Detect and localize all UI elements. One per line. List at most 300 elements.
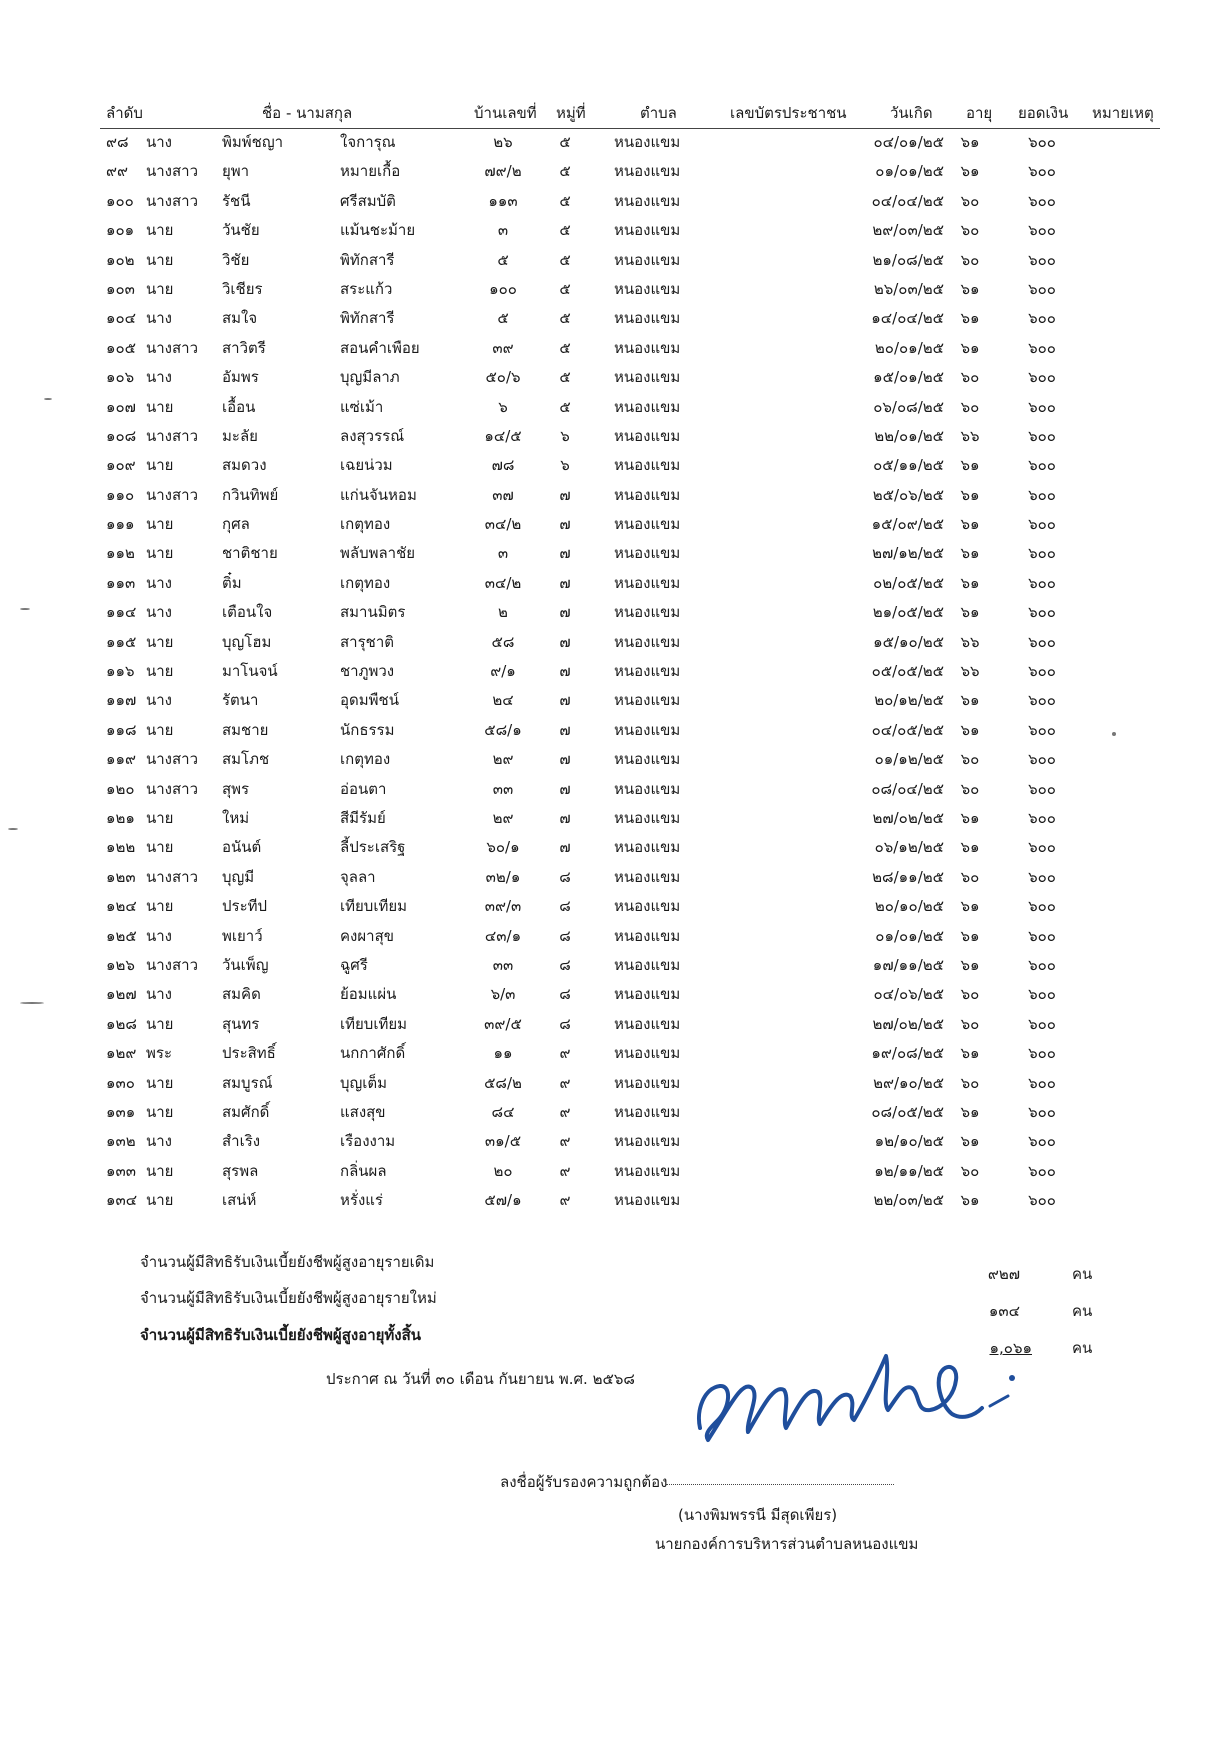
row-moo: ๗ bbox=[559, 544, 571, 563]
header-remark: หมายเหตุ bbox=[1092, 104, 1154, 122]
row-house-no: ๕๘/๑ bbox=[484, 720, 522, 739]
table-row bbox=[0, 718, 1229, 747]
row-amount: ๖๐๐ bbox=[1028, 338, 1056, 357]
row-house-no: ๒๔ bbox=[492, 691, 514, 710]
row-moo: ๕ bbox=[559, 191, 571, 210]
row-house-no: ๕๘ bbox=[491, 632, 515, 651]
row-last-name: พลับพลาชัย bbox=[340, 544, 416, 563]
row-moo: ๙ bbox=[559, 1102, 571, 1121]
row-title: นาง bbox=[146, 926, 173, 945]
row-title: นาย bbox=[146, 838, 174, 857]
summary-total-unit: คน bbox=[1072, 1339, 1093, 1357]
row-moo: ๕ bbox=[559, 250, 571, 269]
row-age: ๖๑ bbox=[960, 808, 980, 827]
table-body bbox=[0, 130, 1229, 1217]
row-moo: ๘ bbox=[559, 926, 571, 945]
signer-name: (นางพิมพรรนี มีสุดเพียร) bbox=[678, 1506, 838, 1524]
header-moo: หมู่ที่ bbox=[556, 104, 586, 122]
row-number: ๑๓๑ bbox=[106, 1102, 136, 1121]
row-house-no: ๓๔/๒ bbox=[484, 573, 522, 592]
row-number: ๑๑๗ bbox=[106, 691, 137, 710]
row-last-name: จุลลา bbox=[340, 867, 376, 886]
row-subdistrict: หนองแขม bbox=[614, 662, 681, 681]
row-title: นาย bbox=[146, 1073, 174, 1092]
table-row bbox=[0, 1041, 1229, 1070]
row-age: ๖๖ bbox=[960, 632, 980, 651]
row-age: ๖๐ bbox=[960, 191, 980, 210]
row-age: ๖๑ bbox=[960, 1044, 980, 1063]
row-number: ๑๑๓ bbox=[106, 573, 136, 592]
row-age: ๖๑ bbox=[960, 279, 980, 298]
row-dob: ๐๑/๐๑/๒๕ bbox=[875, 162, 944, 181]
header-dob: วันเกิด bbox=[890, 104, 933, 122]
row-number: ๑๒๔ bbox=[106, 897, 137, 916]
row-house-no: ๑๑ bbox=[493, 1044, 513, 1063]
table-row bbox=[0, 1129, 1229, 1158]
table-row bbox=[0, 630, 1229, 659]
row-first-name: สมโภช bbox=[222, 750, 270, 769]
row-title: นาย bbox=[146, 456, 174, 475]
row-last-name: สีมีรัมย์ bbox=[340, 808, 386, 827]
row-age: ๖๑ bbox=[960, 133, 980, 151]
row-first-name: รัชนี bbox=[222, 191, 251, 210]
table-row bbox=[0, 1159, 1229, 1188]
summary-existing-unit: คน bbox=[1072, 1265, 1093, 1283]
header-underline bbox=[100, 128, 1160, 129]
row-first-name: อัมพร bbox=[222, 368, 259, 387]
row-age: ๖๑ bbox=[960, 1191, 980, 1210]
table-row bbox=[0, 218, 1229, 247]
row-house-no: ๕ bbox=[497, 309, 509, 328]
row-first-name: สำเริง bbox=[222, 1132, 261, 1151]
row-amount: ๖๐๐ bbox=[1028, 1014, 1056, 1033]
row-age: ๖๖ bbox=[960, 426, 980, 445]
row-number: ๙๙ bbox=[106, 162, 128, 181]
row-dob: ๒๕/๐๖/๒๕ bbox=[872, 485, 944, 504]
row-moo: ๗ bbox=[559, 779, 571, 798]
row-number: ๑๑๒ bbox=[106, 544, 135, 563]
row-last-name: แสงสุข bbox=[340, 1102, 386, 1121]
table-row bbox=[0, 306, 1229, 335]
table-row bbox=[0, 277, 1229, 306]
row-title: นาย bbox=[146, 1161, 174, 1180]
row-last-name: เรืองงาม bbox=[340, 1132, 396, 1151]
row-first-name: พเยาว์ bbox=[222, 926, 263, 945]
row-first-name: ชาติชาย bbox=[222, 544, 278, 563]
row-last-name: บุญมีลาภ bbox=[340, 368, 400, 387]
table-row bbox=[0, 1100, 1229, 1129]
row-house-no: ๓๓ bbox=[492, 955, 514, 974]
row-age: ๖๐ bbox=[960, 1073, 980, 1092]
row-age: ๖๑ bbox=[960, 838, 980, 857]
header-amount: ยอดเงิน bbox=[1018, 104, 1069, 122]
row-age: ๖๐ bbox=[960, 250, 980, 269]
row-number: ๑๐๖ bbox=[106, 368, 135, 387]
row-subdistrict: หนองแขม bbox=[614, 191, 681, 210]
summary-existing-value: ๙๒๗ bbox=[987, 1265, 1020, 1283]
row-number: ๑๐๙ bbox=[106, 456, 136, 475]
signature-line bbox=[666, 1484, 894, 1485]
row-first-name: สมบูรณ์ bbox=[222, 1073, 273, 1092]
table-row bbox=[0, 835, 1229, 864]
row-number: ๑๐๗ bbox=[106, 397, 136, 416]
row-last-name: เทียบเทียม bbox=[340, 1014, 408, 1033]
row-number: ๑๒๑ bbox=[106, 808, 135, 827]
row-last-name: เกตุทอง bbox=[340, 573, 391, 592]
row-amount: ๖๐๐ bbox=[1028, 926, 1056, 945]
row-title: นาย bbox=[146, 662, 174, 681]
row-moo: ๙ bbox=[559, 1073, 571, 1092]
table-row bbox=[0, 777, 1229, 806]
row-dob: ๒๐/๑๒/๒๕ bbox=[874, 691, 944, 710]
row-first-name: เสน่ห์ bbox=[222, 1191, 257, 1210]
row-first-name: พิมพ์ชญา bbox=[222, 133, 284, 151]
row-age: ๖๑ bbox=[960, 720, 980, 739]
row-moo: ๙ bbox=[559, 1132, 571, 1151]
row-number: ๑๒๗ bbox=[106, 985, 137, 1004]
summary-new-unit: คน bbox=[1072, 1302, 1093, 1320]
row-last-name: พิทักสารี bbox=[340, 250, 395, 269]
row-title: นาย bbox=[146, 221, 174, 240]
row-house-no: ๓๗ bbox=[492, 485, 514, 504]
row-house-no: ๓๒/๑ bbox=[485, 867, 521, 886]
row-moo: ๘ bbox=[559, 1014, 571, 1033]
row-house-no: ๒๐ bbox=[493, 1161, 513, 1180]
row-number: ๑๒๒ bbox=[106, 838, 136, 857]
row-amount: ๖๐๐ bbox=[1028, 750, 1056, 769]
row-first-name: ประทีป bbox=[222, 897, 268, 916]
row-first-name: สุนทร bbox=[222, 1014, 260, 1033]
table-row bbox=[0, 1012, 1229, 1041]
row-amount: ๖๐๐ bbox=[1028, 632, 1056, 651]
row-dob: ๐๑/๑๒/๒๕ bbox=[874, 750, 944, 769]
table-row bbox=[0, 953, 1229, 982]
row-age: ๖๑ bbox=[960, 603, 980, 622]
header-house-no: บ้านเลขที่ bbox=[474, 104, 537, 122]
row-amount: ๖๐๐ bbox=[1028, 573, 1056, 592]
row-number: ๑๑๑ bbox=[106, 515, 135, 534]
row-number: ๑๑๖ bbox=[106, 662, 135, 681]
row-moo: ๗ bbox=[559, 573, 571, 592]
summary-new-label: จำนวนผู้มีสิทธิรับเงินเบี้ยยังชีพผู้สูงอายุรายใหม่ bbox=[140, 1289, 437, 1307]
table-row bbox=[0, 453, 1229, 482]
row-age: ๖๑ bbox=[960, 573, 980, 592]
table-row bbox=[0, 424, 1229, 453]
row-dob: ๑๕/๐๑/๒๕ bbox=[873, 368, 944, 387]
row-subdistrict: หนองแขม bbox=[614, 515, 681, 534]
table-row bbox=[0, 365, 1229, 394]
row-house-no: ๔๓/๑ bbox=[484, 926, 522, 945]
row-amount: ๖๐๐ bbox=[1028, 1191, 1056, 1210]
row-house-no: ๑๔/๕ bbox=[484, 426, 522, 445]
row-dob: ๒๒/๐๓/๒๕ bbox=[873, 1191, 944, 1210]
summary-total-value: ๑,๐๖๑ bbox=[989, 1339, 1032, 1357]
row-age: ๖๑ bbox=[960, 485, 980, 504]
scan-speck bbox=[8, 828, 18, 830]
row-moo: ๘ bbox=[559, 955, 571, 974]
row-title: นาง bbox=[146, 603, 173, 622]
row-dob: ๐๔/๐๑/๒๕ bbox=[873, 133, 944, 151]
row-dob: ๒๗/๐๒/๒๕ bbox=[872, 808, 944, 827]
row-title: นางสาว bbox=[146, 750, 199, 769]
row-age: ๖๐ bbox=[960, 779, 980, 798]
row-dob: ๐๔/๐๖/๒๕ bbox=[873, 985, 944, 1004]
row-title: นาง bbox=[146, 573, 173, 592]
row-title: นาย bbox=[146, 897, 174, 916]
row-house-no: ๘๔ bbox=[491, 1102, 515, 1121]
row-subdistrict: หนองแขม bbox=[614, 985, 681, 1004]
table-row bbox=[0, 130, 1229, 159]
row-title: นาย bbox=[146, 1102, 174, 1121]
table-row bbox=[0, 512, 1229, 541]
row-age: ๖๐ bbox=[960, 221, 980, 240]
row-last-name: แก่นจันหอม bbox=[340, 485, 417, 504]
row-first-name: บุญโฮม bbox=[222, 632, 272, 651]
row-amount: ๖๐๐ bbox=[1028, 1132, 1056, 1151]
row-title: นาง bbox=[146, 133, 173, 151]
row-age: ๖๑ bbox=[960, 162, 980, 181]
header-seq: ลำดับ bbox=[106, 104, 143, 122]
row-first-name: สุรพล bbox=[222, 1161, 259, 1180]
row-house-no: ๓ bbox=[497, 221, 509, 240]
row-dob: ๒๒/๐๑/๒๕ bbox=[874, 426, 944, 445]
row-subdistrict: หนองแขม bbox=[614, 544, 681, 563]
row-number: ๑๑๘ bbox=[106, 720, 137, 739]
row-number: ๑๐๐ bbox=[106, 191, 134, 210]
row-house-no: ๖๐/๑ bbox=[486, 838, 520, 857]
row-house-no: ๓๙/๓ bbox=[484, 897, 522, 916]
row-amount: ๖๐๐ bbox=[1028, 691, 1056, 710]
row-house-no: ๕๘/๒ bbox=[484, 1073, 522, 1092]
row-moo: ๗ bbox=[559, 603, 571, 622]
row-number: ๑๒๕ bbox=[106, 926, 137, 945]
row-amount: ๖๐๐ bbox=[1028, 368, 1056, 387]
row-moo: ๕ bbox=[559, 309, 571, 328]
row-moo: ๗ bbox=[559, 515, 571, 534]
row-amount: ๖๐๐ bbox=[1028, 485, 1056, 504]
row-subdistrict: หนองแขม bbox=[614, 221, 681, 240]
row-title: นางสาว bbox=[146, 338, 199, 357]
scan-speck bbox=[20, 1002, 44, 1004]
row-age: ๖๑ bbox=[960, 1102, 980, 1121]
row-age: ๖๑ bbox=[960, 309, 980, 328]
row-subdistrict: หนองแขม bbox=[614, 133, 681, 151]
scan-speck bbox=[1112, 732, 1116, 736]
row-first-name: สมใจ bbox=[222, 309, 258, 328]
row-dob: ๐๕/๑๑/๒๕ bbox=[873, 456, 944, 475]
row-last-name: ใจการุณ bbox=[340, 133, 396, 151]
row-house-no: ๖/๓ bbox=[490, 985, 516, 1004]
row-first-name: มาโนจน์ bbox=[222, 662, 278, 681]
row-number: ๑๑๔ bbox=[106, 603, 137, 622]
row-subdistrict: หนองแขม bbox=[614, 750, 681, 769]
row-amount: ๖๐๐ bbox=[1028, 1044, 1056, 1063]
row-subdistrict: หนองแขม bbox=[614, 603, 681, 622]
row-subdistrict: หนองแขม bbox=[614, 926, 681, 945]
row-dob: ๑๗/๑๑/๒๕ bbox=[872, 955, 944, 974]
row-moo: ๕ bbox=[559, 162, 571, 181]
row-title: นางสาว bbox=[146, 426, 199, 445]
header-id-card: เลขบัตรประชาชน bbox=[730, 104, 847, 122]
row-last-name: ลี้ประเสริฐ bbox=[340, 838, 406, 857]
row-subdistrict: หนองแขม bbox=[614, 162, 681, 181]
row-amount: ๖๐๐ bbox=[1028, 808, 1056, 827]
row-last-name: หมายเกื้อ bbox=[340, 162, 401, 181]
row-first-name: สมคิด bbox=[222, 985, 261, 1004]
summary-existing-label: จำนวนผู้มีสิทธิรับเงินเบี้ยยังชีพผู้สูงอายุรายเดิม bbox=[140, 1253, 435, 1271]
table-row bbox=[0, 924, 1229, 953]
row-subdistrict: หนองแขม bbox=[614, 426, 681, 445]
row-subdistrict: หนองแขม bbox=[614, 485, 681, 504]
row-subdistrict: หนองแขม bbox=[614, 279, 681, 298]
handwritten-signature bbox=[690, 1310, 1030, 1480]
table-row bbox=[0, 688, 1229, 717]
row-moo: ๕ bbox=[559, 338, 571, 357]
table-row bbox=[0, 865, 1229, 894]
row-first-name: สมชาย bbox=[222, 720, 269, 739]
row-title: นาย bbox=[146, 250, 174, 269]
row-subdistrict: หนองแขม bbox=[614, 1132, 681, 1151]
summary-new-value: ๑๓๔ bbox=[988, 1302, 1020, 1320]
row-subdistrict: หนองแขม bbox=[614, 838, 681, 857]
row-subdistrict: หนองแขม bbox=[614, 573, 681, 592]
row-title: นาย bbox=[146, 632, 174, 651]
row-last-name: ชาภูพวง bbox=[340, 662, 395, 681]
row-moo: ๗ bbox=[559, 750, 571, 769]
table-row bbox=[0, 248, 1229, 277]
row-last-name: สระแก้ว bbox=[340, 279, 393, 298]
row-house-no: ๓๔/๒ bbox=[484, 515, 522, 534]
row-title: นางสาว bbox=[146, 779, 199, 798]
row-amount: ๖๐๐ bbox=[1028, 985, 1056, 1004]
row-last-name: หรั่งแร่ bbox=[340, 1191, 383, 1210]
row-last-name: นกกาศักดิ์ bbox=[340, 1044, 406, 1063]
row-subdistrict: หนองแขม bbox=[614, 250, 681, 269]
row-dob: ๐๑/๐๑/๒๕ bbox=[875, 926, 944, 945]
row-first-name: สมศักดิ์ bbox=[222, 1102, 270, 1121]
header-age: อายุ bbox=[966, 104, 993, 122]
row-dob: ๒๑/๐๕/๒๕ bbox=[872, 603, 944, 622]
row-age: ๖๑ bbox=[960, 338, 980, 357]
table-row bbox=[0, 395, 1229, 424]
row-last-name: แม้นชะม้าย bbox=[340, 221, 416, 240]
row-moo: ๙ bbox=[559, 1191, 571, 1210]
row-title: นาย bbox=[146, 279, 174, 298]
row-age: ๖๐ bbox=[960, 867, 980, 886]
row-dob: ๒๐/๐๑/๒๕ bbox=[874, 338, 944, 357]
row-dob: ๐๘/๐๕/๒๕ bbox=[871, 1102, 944, 1121]
row-subdistrict: หนองแขม bbox=[614, 720, 681, 739]
row-number: ๑๑๙ bbox=[106, 750, 137, 769]
row-number: ๑๑๕ bbox=[106, 632, 137, 651]
table-row bbox=[0, 747, 1229, 776]
row-first-name: มะลัย bbox=[222, 426, 258, 445]
row-moo: ๘ bbox=[559, 985, 571, 1004]
row-amount: ๖๐๐ bbox=[1028, 221, 1056, 240]
row-subdistrict: หนองแขม bbox=[614, 867, 681, 886]
row-age: ๖๐ bbox=[960, 1014, 980, 1033]
row-title: นางสาว bbox=[146, 867, 199, 886]
row-last-name: แซ่เม้า bbox=[340, 397, 384, 416]
row-dob: ๐๔/๐๔/๒๕ bbox=[871, 191, 944, 210]
row-house-no: ๑๑๓ bbox=[488, 191, 518, 210]
row-amount: ๖๐๐ bbox=[1028, 279, 1056, 298]
row-age: ๖๐ bbox=[960, 985, 980, 1004]
row-number: ๑๐๒ bbox=[106, 250, 135, 269]
row-house-no: ๙/๑ bbox=[490, 662, 516, 681]
row-subdistrict: หนองแขม bbox=[614, 1073, 681, 1092]
row-dob: ๒๑/๐๘/๒๕ bbox=[872, 250, 944, 269]
row-last-name: เฉยน่วม bbox=[340, 456, 393, 475]
row-last-name: สอนคำเพือย bbox=[340, 338, 420, 357]
row-last-name: นักธรรม bbox=[340, 720, 395, 739]
row-house-no: ๕ bbox=[497, 250, 509, 269]
row-amount: ๖๐๐ bbox=[1028, 162, 1056, 181]
row-dob: ๐๘/๐๔/๒๕ bbox=[871, 779, 944, 798]
row-subdistrict: หนองแขม bbox=[614, 309, 681, 328]
row-age: ๖๑ bbox=[960, 1132, 980, 1151]
row-age: ๖๑ bbox=[960, 955, 980, 974]
row-dob: ๐๔/๐๕/๒๕ bbox=[871, 720, 944, 739]
row-number: ๑๓๔ bbox=[106, 1191, 138, 1210]
row-last-name: อุดมพืชน์ bbox=[340, 691, 399, 710]
row-moo: ๗ bbox=[559, 632, 571, 651]
table-row bbox=[0, 600, 1229, 629]
row-moo: ๘ bbox=[559, 867, 571, 886]
row-amount: ๖๐๐ bbox=[1028, 1073, 1056, 1092]
row-moo: ๕ bbox=[559, 279, 571, 298]
header-subdistrict: ตำบล bbox=[640, 104, 677, 122]
row-dob: ๑๕/๐๙/๒๕ bbox=[871, 515, 944, 534]
row-moo: ๗ bbox=[559, 808, 571, 827]
table-row bbox=[0, 571, 1229, 600]
row-number: ๑๒๖ bbox=[106, 955, 135, 974]
row-first-name: ประสิทธิ์ bbox=[222, 1044, 276, 1063]
row-dob: ๒๗/๐๒/๒๕ bbox=[872, 1014, 944, 1033]
row-first-name: บุญมี bbox=[222, 867, 255, 886]
row-last-name: เกตุทอง bbox=[340, 515, 391, 534]
row-amount: ๖๐๐ bbox=[1028, 720, 1056, 739]
row-subdistrict: หนองแขม bbox=[614, 897, 681, 916]
row-amount: ๖๐๐ bbox=[1028, 662, 1056, 681]
row-moo: ๙ bbox=[559, 1161, 571, 1180]
row-age: ๖๐ bbox=[960, 368, 980, 387]
row-dob: ๒๘/๑๑/๒๕ bbox=[872, 867, 944, 886]
row-subdistrict: หนองแขม bbox=[614, 338, 681, 357]
row-age: ๖๖ bbox=[960, 662, 980, 681]
table-row bbox=[0, 659, 1229, 688]
row-subdistrict: หนองแขม bbox=[614, 808, 681, 827]
row-subdistrict: หนองแขม bbox=[614, 1044, 681, 1063]
row-number: ๑๓๒ bbox=[106, 1132, 136, 1151]
row-subdistrict: หนองแขม bbox=[614, 1102, 681, 1121]
row-dob: ๒๙/๐๓/๒๕ bbox=[872, 221, 944, 240]
row-moo: ๙ bbox=[559, 1044, 571, 1063]
row-number: ๑๒๓ bbox=[106, 867, 136, 886]
row-amount: ๖๐๐ bbox=[1028, 250, 1056, 269]
row-moo: ๕ bbox=[559, 397, 571, 416]
row-amount: ๖๐๐ bbox=[1028, 955, 1056, 974]
row-house-no: ๓ bbox=[497, 544, 509, 563]
row-dob: ๒๐/๑๐/๒๕ bbox=[874, 897, 944, 916]
row-last-name: คงผาสุข bbox=[340, 926, 394, 945]
signoff-label: ลงชื่อผู้รับรองความถูกต้อง bbox=[500, 1473, 668, 1491]
row-first-name: รัตนา bbox=[222, 691, 259, 710]
row-dob: ๐๕/๐๕/๒๕ bbox=[871, 662, 944, 681]
row-subdistrict: หนองแขม bbox=[614, 1161, 681, 1180]
row-last-name: ย้อมแผ่น bbox=[340, 985, 397, 1004]
row-amount: ๖๐๐ bbox=[1028, 456, 1056, 475]
